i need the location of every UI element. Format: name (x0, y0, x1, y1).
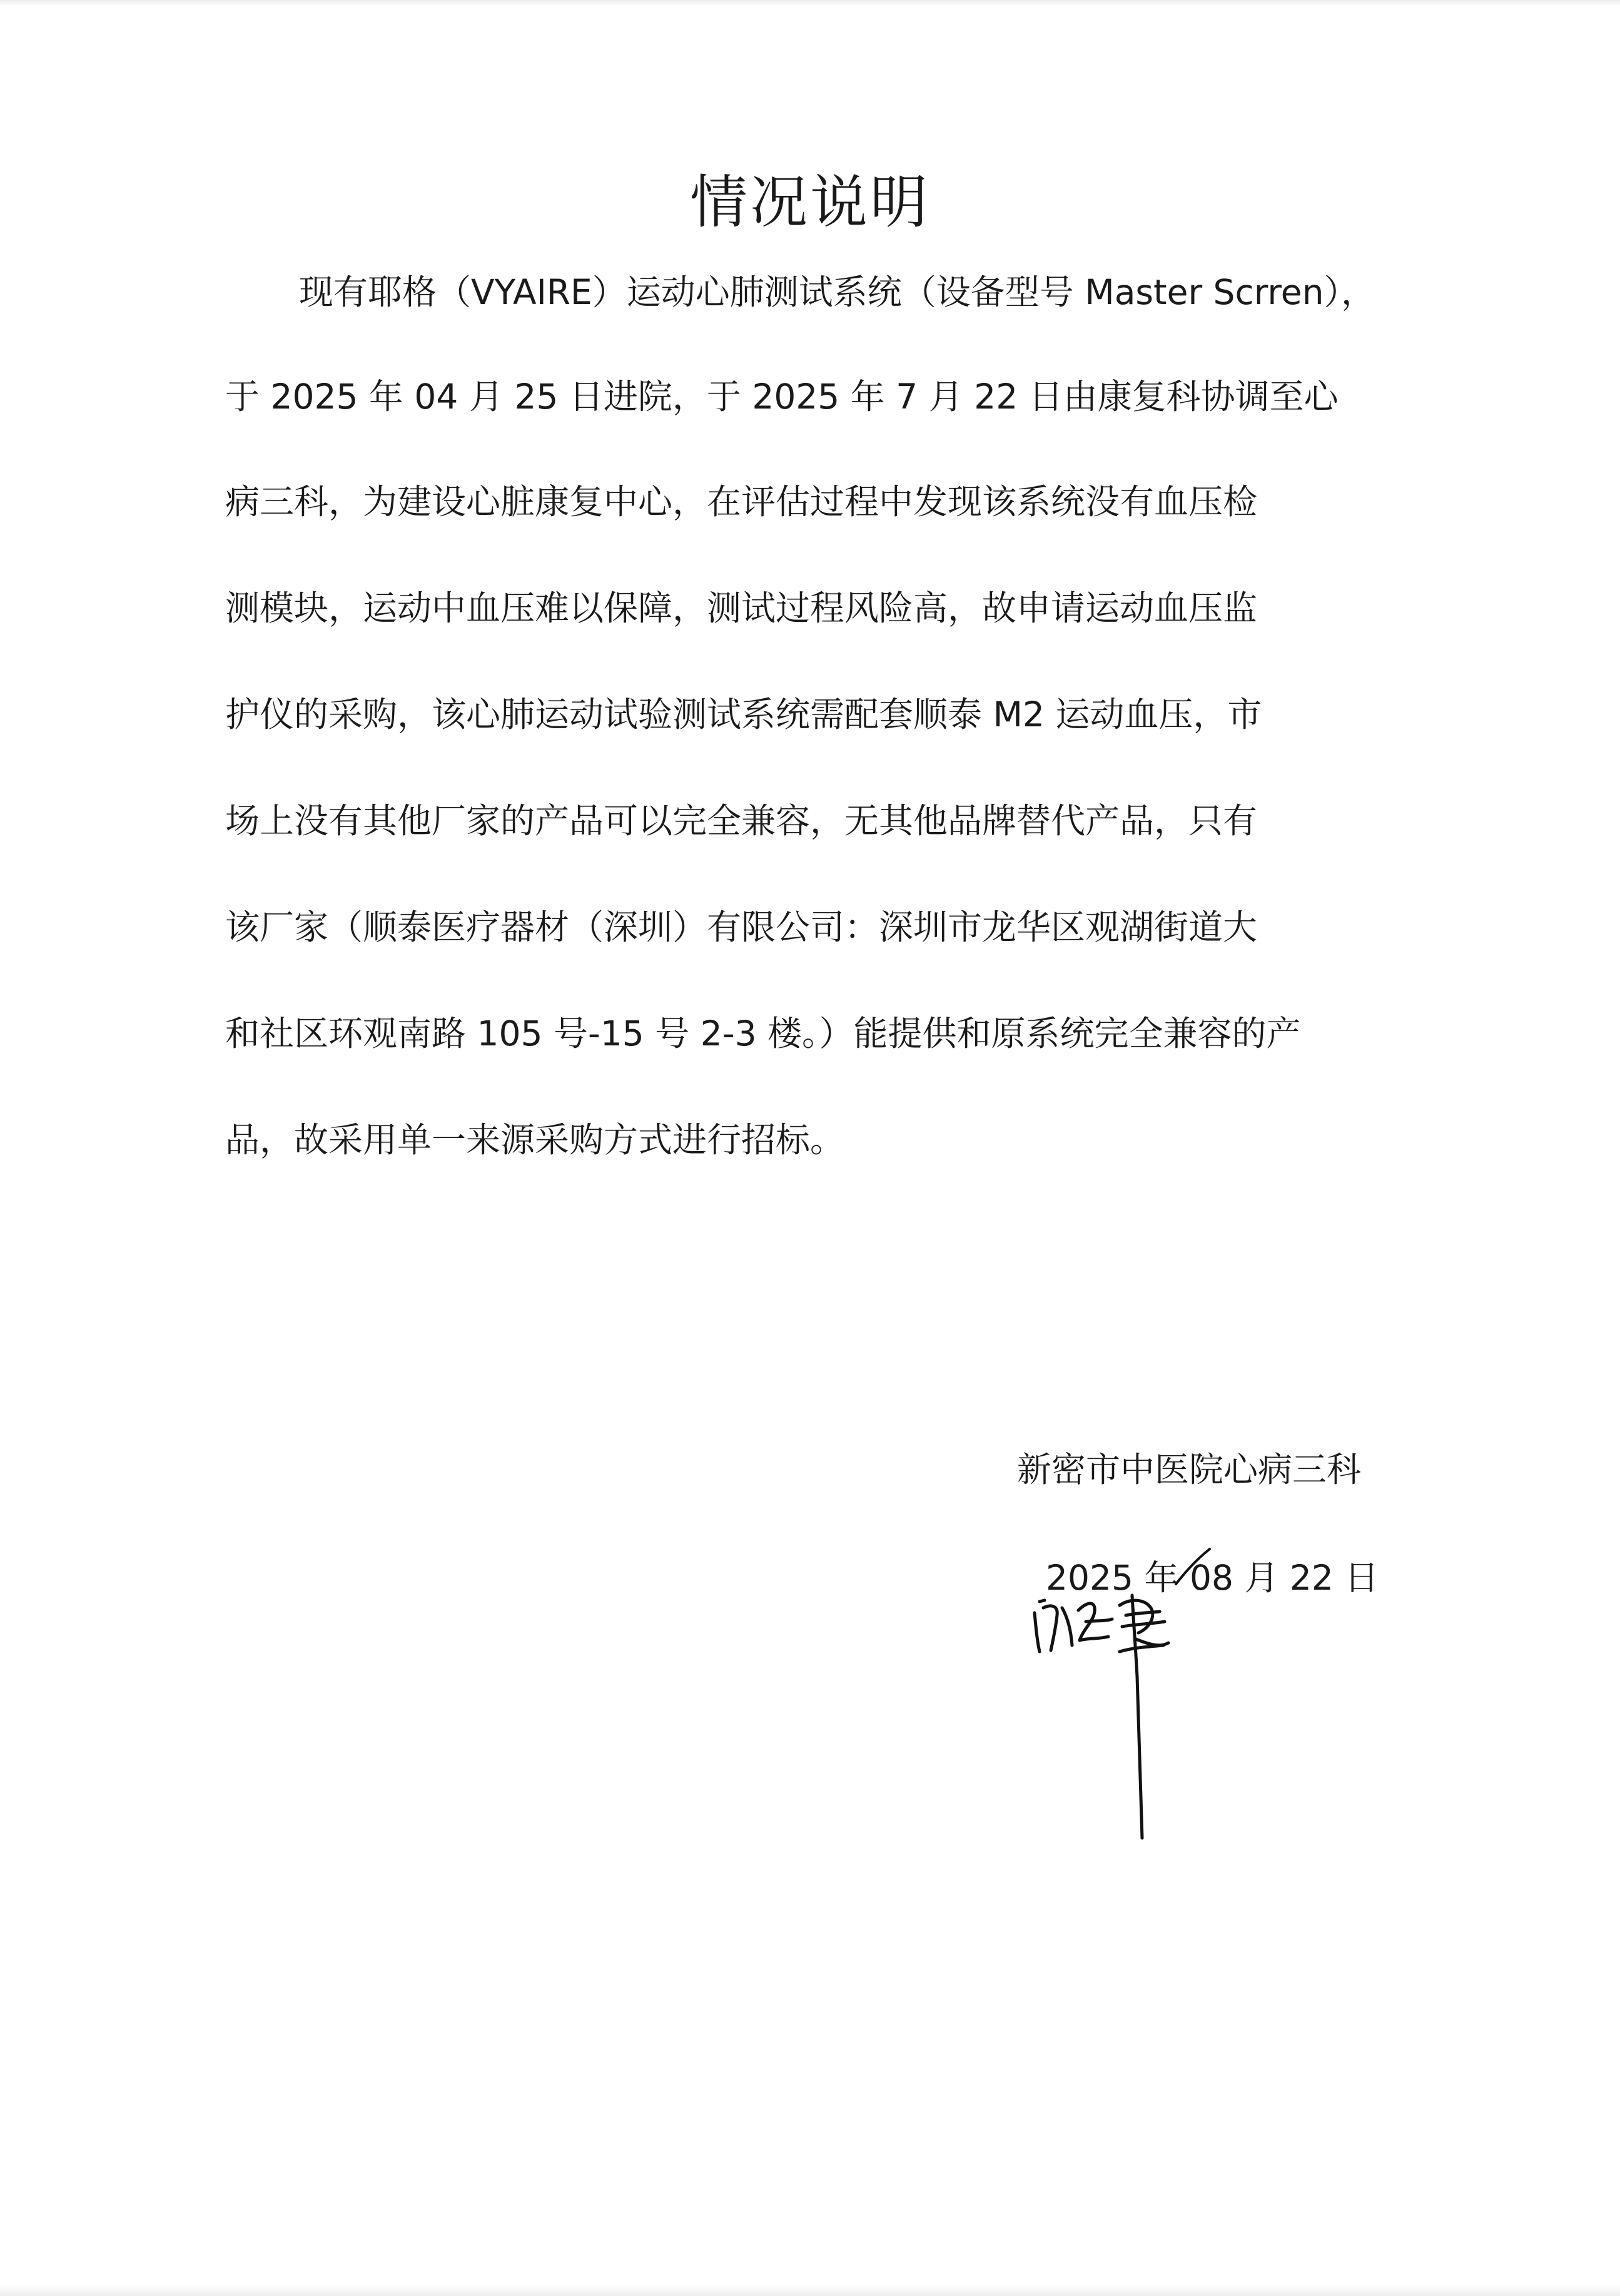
issuing-organization: 新密市中医院心病三科 (1016, 1450, 1361, 1490)
paragraph-line-9: 品，故采用单一来源采购方式进行招标。 (225, 1120, 845, 1160)
paragraph-line-8: 和社区环观南路 105 号-15 号 2-3 楼。）能提供和原系统完全兼容的产 (225, 1013, 1301, 1054)
date-year-unit: 年 (1133, 1558, 1190, 1598)
date-day-unit: 日 (1333, 1558, 1379, 1598)
date-day: 22 (1289, 1558, 1334, 1598)
paragraph-line-6: 场上没有其他厂家的产品可以完全兼容，无其他品牌替代产品，只有 (225, 801, 1258, 841)
scan-edge-bottom (0, 2285, 1620, 2296)
paragraph-line-3: 病三科，为建设心脏康复中心，在评估过程中发现该系统没有血压检 (225, 482, 1258, 522)
paragraph-line-1: 现有耶格（VYAIRE）运动心肺测试系统（设备型号 Master Scrren）， (299, 272, 1375, 312)
handwritten-signature (1026, 1583, 1232, 1846)
document-title: 情况说明 (689, 169, 930, 236)
date-month-unit: 月 (1233, 1558, 1290, 1598)
date-year: 2025 (1046, 1558, 1133, 1598)
scan-edge-top (0, 0, 1620, 6)
paragraph-line-2: 于 2025 年 04 月 25 日进院，于 2025 年 7 月 22 日由康复科协调至心 (225, 377, 1339, 417)
paragraph-line-7: 该厂家（顺泰医疗器材（深圳）有限公司：深圳市龙华区观湖街道大 (225, 907, 1258, 947)
paragraph-line-4: 测模块，运动中血压难以保障，测试过程风险高，故申请运动血压监 (225, 588, 1258, 628)
date-month: 08 (1189, 1558, 1233, 1598)
paragraph-line-5: 护仪的采购，该心肺运动试验测试系统需配套顺泰 M2 运动血压，市 (225, 694, 1262, 734)
